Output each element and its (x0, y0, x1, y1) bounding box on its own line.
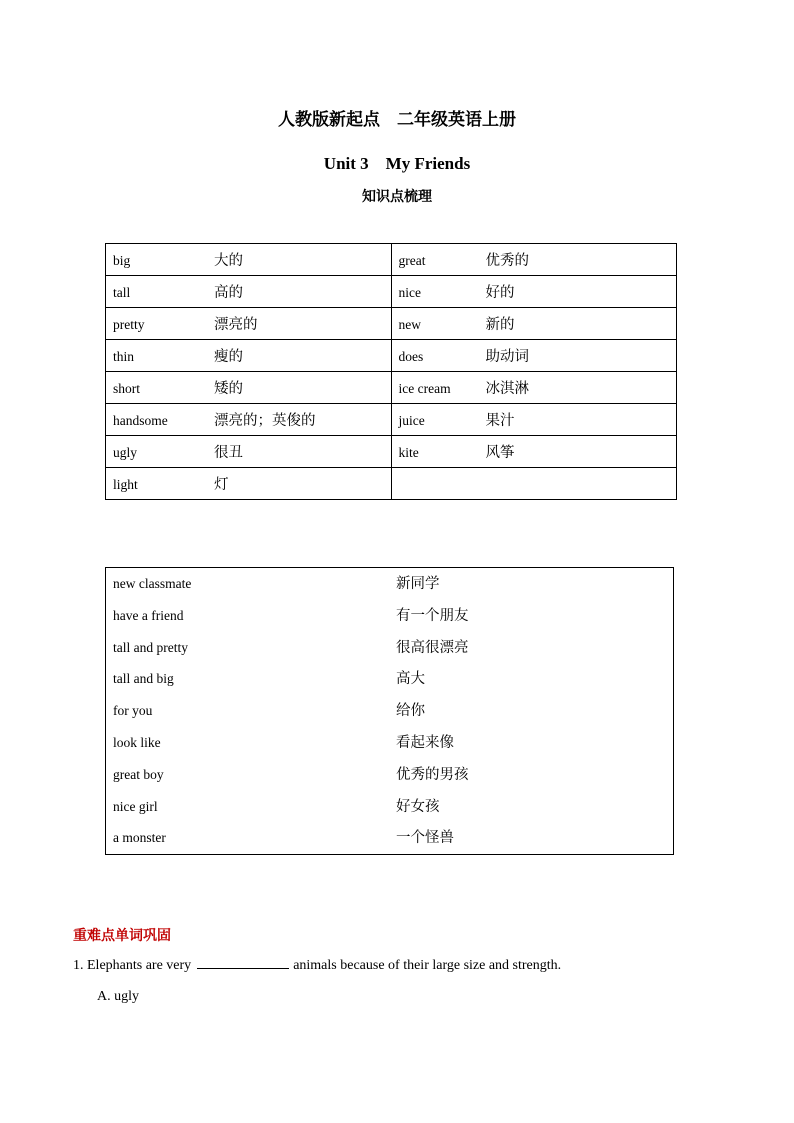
vocab-english-word: ugly (113, 445, 138, 460)
phrase-chinese: 看起来像 (396, 735, 454, 751)
vocab-row (106, 468, 677, 500)
vocab-cell-left (106, 372, 392, 404)
vocab-cell-right (391, 404, 677, 436)
phrase-row (106, 600, 673, 632)
phrase-chinese: 优秀的男孩 (396, 766, 469, 783)
phrase-row (106, 663, 673, 695)
vocab-chinese-meaning: 矮的 (214, 381, 243, 397)
vocab-cell-left (106, 276, 392, 308)
vocab-chinese-meaning: 助动词 (485, 349, 529, 365)
phrase-chinese: 高大 (396, 671, 425, 688)
vocab-cell-left (106, 340, 392, 372)
vocab-english-word: pretty (113, 317, 145, 332)
phrase-english: great boy (113, 766, 164, 782)
phrase-english: look like (113, 735, 161, 750)
phrase-chinese: 好女孩 (396, 798, 440, 815)
vocab-chinese-meaning: 好的 (485, 285, 515, 301)
vocab-chinese-meaning: 很丑 (214, 445, 243, 461)
vocab-chinese-meaning: 大的 (214, 253, 243, 269)
vocab-chinese-meaning: 果汁 (485, 413, 515, 429)
vocab-chinese-meaning: 漂亮的 (214, 317, 258, 333)
vocab-row (106, 308, 677, 340)
vocab-row (106, 436, 677, 468)
vocab-cell-right (391, 276, 677, 308)
question-1-text-after: animals because of their large size and strength. (293, 958, 562, 973)
vocab-chinese-meaning: 冰淇淋 (485, 381, 529, 397)
vocab-row (106, 372, 677, 404)
phrase-table (105, 567, 674, 855)
unit-title: Unit 3 My Friends (323, 154, 471, 173)
vocab-cell-left (106, 308, 392, 340)
vocab-english-word: great (398, 253, 426, 268)
phrase-english: nice girl (113, 798, 158, 814)
question-1 (73, 956, 561, 974)
vocab-chinese-meaning: 瘦的 (214, 349, 243, 365)
vocab-chinese-meaning: 漂亮的；英俊的 (214, 413, 316, 429)
exercise-section-title: 重难点单词巩固 (73, 929, 171, 944)
phrase-chinese: 有一个朋友 (396, 607, 469, 624)
vocab-chinese-meaning: 优秀的 (485, 253, 529, 269)
vocab-chinese-meaning: 灯 (214, 477, 229, 493)
vocab-english-word: thin (113, 349, 135, 364)
vocab-english-word: ice cream (398, 381, 451, 396)
phrase-row (106, 822, 673, 854)
vocab-cell-left (106, 404, 392, 436)
vocab-chinese-meaning: 风筝 (485, 445, 515, 461)
vocab-row (106, 276, 677, 308)
vocab-english-word: handsome (113, 413, 168, 428)
phrase-english: tall and pretty (113, 639, 188, 655)
question-1-text-before: 1. Elephants are very (73, 958, 192, 973)
vocab-chinese-meaning: 新的 (485, 317, 515, 333)
vocabulary-table (105, 243, 677, 500)
vocab-cell-right (391, 244, 677, 276)
phrase-row (106, 791, 673, 823)
vocab-cell-right (391, 436, 677, 468)
phrase-english: a monster (113, 830, 166, 846)
vocab-chinese-meaning: 高的 (214, 285, 243, 301)
phrase-row (106, 632, 673, 664)
phrase-english: tall and big (113, 671, 174, 687)
vocab-cell-right (391, 372, 677, 404)
vocab-row (106, 244, 677, 276)
vocab-english-word: short (113, 381, 140, 396)
vocab-english-word: does (398, 349, 424, 364)
phrase-chinese: 给你 (396, 703, 425, 720)
document-title: 人教版新起点 二年级英语上册 (278, 110, 516, 129)
question-1-option-a: A. ugly (97, 989, 139, 1004)
phrase-row (106, 695, 673, 727)
phrase-chinese: 新同学 (396, 576, 440, 592)
vocab-english-word: tall (113, 285, 131, 300)
phrase-english: have a friend (113, 607, 184, 623)
section-subtitle: 知识点梳理 (362, 190, 432, 205)
phrase-row (106, 727, 673, 759)
vocab-english-word: juice (398, 413, 425, 428)
vocab-row (106, 340, 677, 372)
phrase-english: new classmate (113, 576, 192, 591)
vocab-cell-left (106, 244, 392, 276)
vocab-english-word: nice (398, 285, 421, 300)
answer-blank (197, 956, 289, 969)
phrase-chinese: 一个怪兽 (396, 830, 454, 847)
vocab-cell-right (391, 340, 677, 372)
vocab-cell-right (391, 468, 677, 500)
vocab-english-word: new (398, 317, 421, 332)
vocab-cell-right (391, 308, 677, 340)
phrase-row (106, 759, 673, 791)
vocab-row (106, 404, 677, 436)
phrase-english: for you (113, 703, 153, 719)
phrase-row (106, 568, 673, 600)
vocab-cell-left (106, 468, 392, 500)
vocab-english-word: big (113, 253, 131, 268)
vocab-english-word: kite (398, 445, 419, 460)
vocab-cell-left (106, 436, 392, 468)
vocab-english-word: light (113, 477, 138, 492)
phrase-chinese: 很高很漂亮 (396, 639, 469, 656)
